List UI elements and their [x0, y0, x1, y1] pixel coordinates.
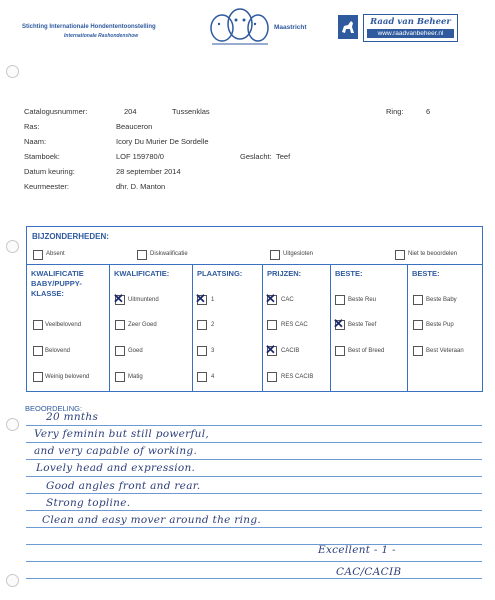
sex-value: Teef	[276, 152, 291, 161]
ruled-line	[26, 476, 482, 477]
punch-hole	[6, 418, 19, 431]
place-4-label: 4	[211, 374, 215, 380]
divider	[27, 264, 482, 265]
belovend-label: Belovend	[45, 348, 71, 354]
beste-reu-checkbox[interactable]	[335, 295, 345, 305]
ring-value: 6	[426, 107, 431, 116]
header-line: BABY/PUPPY-	[31, 279, 82, 288]
beste-baby-checkbox[interactable]	[413, 295, 423, 305]
weinig-belovend-label: Weinig belovend	[45, 374, 90, 380]
best-veteraan-label: Best Veteraan	[426, 348, 464, 354]
place-1-label: 1	[211, 297, 215, 303]
sponsor-name: Raad van Beheer	[370, 17, 451, 27]
goed-label: Goed	[128, 348, 143, 354]
ruled-line	[26, 425, 482, 426]
place-2-label: 2	[211, 322, 215, 328]
uitgesloten-checkbox[interactable]	[270, 250, 280, 260]
niet-beoordelen-label: Niet te beoordelen	[408, 251, 458, 257]
col-kwal-baby-header	[31, 269, 84, 299]
absent-label: Absent	[46, 251, 65, 257]
ruled-line	[26, 510, 482, 511]
res-cacib-label: RES CACIB	[281, 374, 314, 380]
ruled-line	[26, 493, 482, 494]
ruled-line	[26, 561, 482, 562]
col-beste2-header: BESTE:	[412, 269, 440, 278]
belovend-checkbox[interactable]	[33, 346, 43, 356]
zeer-goed-checkbox[interactable]	[115, 320, 125, 330]
beste-pup-label: Beste Pup	[426, 322, 454, 328]
cac-label: CAC	[281, 297, 294, 303]
studbook-label: Stamboek:	[24, 152, 60, 161]
divider	[109, 264, 110, 391]
review-line: Very feminin but still powerful,	[34, 428, 210, 440]
check-x-icon: ✕	[113, 291, 124, 306]
divider	[330, 264, 331, 391]
uitmuntend-label: Uitmuntend	[128, 297, 159, 303]
matig-label: Matig	[128, 374, 143, 380]
judge-label: Keurmeester:	[24, 182, 70, 191]
check-x-icon: ✕	[333, 316, 344, 331]
judge-value: dhr. D. Manton	[116, 182, 166, 191]
absent-checkbox[interactable]	[33, 250, 43, 260]
review-result-titles: CAC/CACIB	[336, 566, 402, 578]
cacib-label: CACIB	[281, 348, 300, 354]
res-cac-checkbox[interactable]	[267, 320, 277, 330]
place-3-label: 3	[211, 348, 215, 354]
best-of-breed-checkbox[interactable]	[335, 346, 345, 356]
col-beste-header: BESTE:	[335, 269, 363, 278]
review-line: and very capable of working.	[34, 445, 198, 457]
studbook-value: LOF 159780/0	[116, 152, 164, 161]
breed-label: Ras:	[24, 122, 40, 131]
sponsor-url[interactable]: www.raadvanbeheer.nl	[367, 29, 454, 38]
veelbelovend-checkbox[interactable]	[33, 320, 43, 330]
punch-hole	[6, 65, 19, 78]
review-line: Strong topline.	[46, 497, 131, 509]
review-line: Good angles front and rear.	[46, 480, 201, 492]
review-line: Clean and easy mover around the ring.	[42, 514, 261, 526]
name-label: Naam:	[24, 137, 47, 146]
details-panel	[26, 226, 483, 392]
review-line: Lovely head and expression.	[36, 462, 196, 474]
punch-hole	[6, 240, 19, 253]
date-label: Datum keuring:	[24, 167, 75, 176]
res-cac-label: RES CAC	[281, 322, 308, 328]
niet-beoordelen-checkbox[interactable]	[395, 250, 405, 260]
beste-baby-label: Beste Baby	[426, 297, 457, 303]
check-x-icon: ✕	[195, 291, 206, 306]
place-3-checkbox[interactable]	[197, 346, 207, 356]
beste-teef-label: Beste Teef	[348, 322, 377, 328]
breed-value: Beauceron	[116, 122, 153, 131]
date-value: 28 september 2014	[116, 167, 181, 176]
col-kwalificatie-header: KWALIFICATIE:	[114, 269, 170, 278]
sponsor-box	[363, 14, 458, 42]
col-plaatsing-header: PLAATSING:	[197, 269, 243, 278]
matig-checkbox[interactable]	[115, 372, 125, 382]
review-result: Excellent - 1 -	[318, 544, 396, 556]
check-x-icon: ✕	[265, 342, 276, 357]
divider	[262, 264, 263, 391]
check-x-icon: ✕	[265, 291, 276, 306]
best-veteraan-checkbox[interactable]	[413, 346, 423, 356]
ruled-line	[26, 527, 482, 528]
review-line: 20 mnths	[46, 411, 99, 423]
ruled-line	[26, 578, 482, 579]
place-2-checkbox[interactable]	[197, 320, 207, 330]
col-prijzen-header: PRIJZEN:	[267, 269, 302, 278]
ruled-line	[26, 442, 482, 443]
punch-hole	[6, 574, 19, 587]
ruled-line	[26, 544, 482, 545]
weinig-belovend-checkbox[interactable]	[33, 372, 43, 382]
beste-pup-checkbox[interactable]	[413, 320, 423, 330]
goed-checkbox[interactable]	[115, 346, 125, 356]
beste-reu-label: Beste Reu	[348, 297, 377, 303]
class-value: Tussenklas	[172, 107, 210, 116]
sex-label: Geslacht:	[240, 152, 272, 161]
res-cacib-checkbox[interactable]	[267, 372, 277, 382]
diskwalificatie-label: Diskwalificatie	[150, 251, 188, 257]
org-name: Stichting Internationale Hondententoonstelling	[22, 24, 156, 30]
catalog-label: Catalogusnummer:	[24, 107, 88, 116]
divider	[407, 264, 408, 391]
ruled-line	[26, 459, 482, 460]
diskwalificatie-checkbox[interactable]	[137, 250, 147, 260]
veelbelovend-label: Veelbelovend	[45, 322, 82, 328]
header-line: KWALIFICATIE	[31, 269, 84, 278]
ring-label: Ring:	[386, 107, 404, 116]
name-value: Icory Du Murier De Sordelle	[116, 137, 209, 146]
city-name: Maastricht	[274, 24, 307, 31]
dogs-logo-icon	[208, 6, 270, 48]
place-4-checkbox[interactable]	[197, 372, 207, 382]
divider	[192, 264, 193, 391]
raad-dog-icon	[338, 15, 358, 39]
panel-title: BIJZONDERHEDEN:	[32, 232, 109, 241]
best-of-breed-label: Best of Breed	[348, 348, 385, 354]
header-line: KLASSE:	[31, 289, 64, 298]
zeer-goed-label: Zeer Goed	[128, 322, 157, 328]
org-subtitle: Internationale Rashondenshow	[64, 33, 139, 39]
review-label: BEOORDELING:	[25, 404, 83, 413]
uitgesloten-label: Uitgesloten	[283, 251, 314, 257]
catalog-value: 204	[124, 107, 137, 116]
